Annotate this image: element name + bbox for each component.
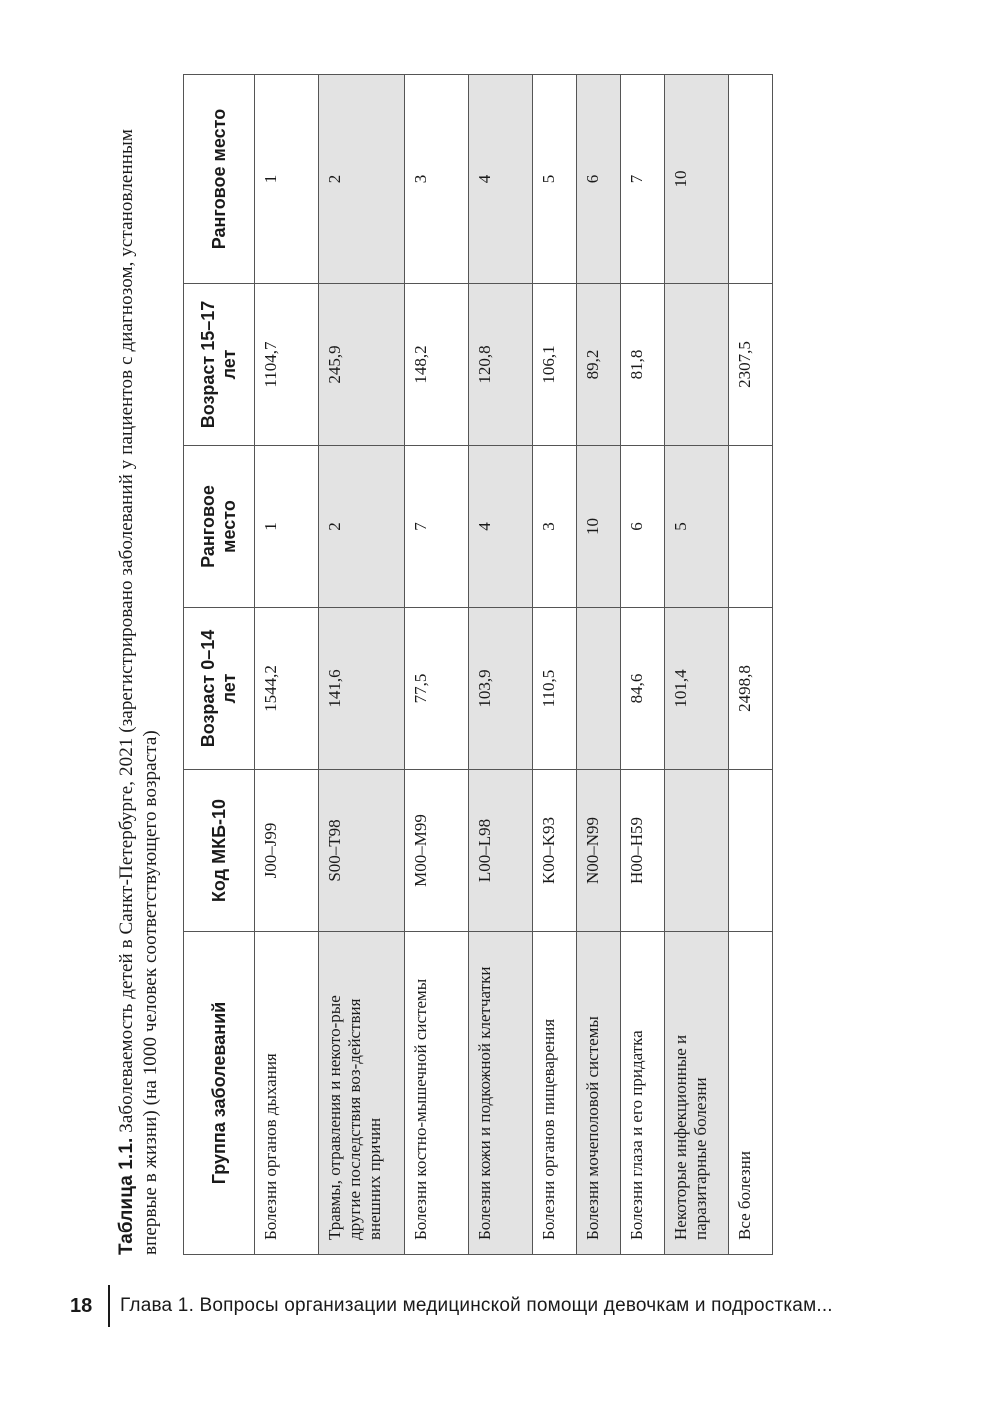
rotated-table-page: [115, 75, 815, 1255]
table-row: [621, 75, 665, 1255]
table-cell: H00–H59: [621, 770, 665, 932]
header-cell: Возраст 15–17 лет: [184, 284, 255, 446]
disease-group-cell: Болезни кожи и подкожной клетчатки: [469, 932, 533, 1255]
table-row: [319, 75, 405, 1255]
table-cell: 4: [469, 75, 533, 284]
disease-group-cell: Некоторые инфекционные и паразитарные болезни: [665, 932, 729, 1255]
table-cell: M00–M99: [405, 770, 469, 932]
table-cell: 1: [255, 446, 319, 608]
disease-group-cell: Болезни органов дыхания: [255, 932, 319, 1255]
table-row: [255, 75, 319, 1255]
table-cell: 120,8: [469, 284, 533, 446]
caption-text: Заболеваемость детей в Санкт-Петербурге, 2021 (зарегистрировано заболеваний у пациентов с диагнозом, установленным впервые в жизни) (на 1000 человек соответствующего возраста): [116, 129, 161, 1255]
table-cell: 3: [533, 446, 577, 608]
table-caption: [115, 75, 163, 1255]
table-cell: 101,4: [665, 608, 729, 770]
table-cell: [665, 284, 729, 446]
table-row: [665, 75, 729, 1255]
disease-group-cell: Болезни глаза и его придатка: [621, 932, 665, 1255]
table-cell: [577, 608, 621, 770]
running-head: Глава 1. Вопросы организации медицинской помощи девочкам и подросткам...: [120, 1295, 833, 1316]
table-cell: [729, 446, 773, 608]
table-cell: 103,9: [469, 608, 533, 770]
table-cell: 5: [533, 75, 577, 284]
header-cell: Код МКБ-10: [184, 770, 255, 932]
table-cell: 10: [577, 446, 621, 608]
table-cell: 1104,7: [255, 284, 319, 446]
disease-group-cell: Болезни костно-мышечной системы: [405, 932, 469, 1255]
table-cell: 77,5: [405, 608, 469, 770]
disease-group-cell: Травмы, отравления и некото-рые другие последствия воз-действия внешних причин: [319, 932, 405, 1255]
table-cell: 6: [621, 446, 665, 608]
table-row: [729, 75, 773, 1255]
table-row: [469, 75, 533, 1255]
table-cell: J00–J99: [255, 770, 319, 932]
table-cell: S00–T98: [319, 770, 405, 932]
table-cell: 89,2: [577, 284, 621, 446]
table-body: [255, 75, 773, 1255]
table-cell: N00–N99: [577, 770, 621, 932]
table-cell: 106,1: [533, 284, 577, 446]
table-cell: 7: [405, 446, 469, 608]
header-cell: Возраст 0–14 лет: [184, 608, 255, 770]
table-cell: 1544,2: [255, 608, 319, 770]
table-cell: 7: [621, 75, 665, 284]
table-row: [533, 75, 577, 1255]
header-cell: Группа заболеваний: [184, 932, 255, 1255]
table-cell: 2: [319, 75, 405, 284]
table-cell: K00–K93: [533, 770, 577, 932]
disease-group-cell: Болезни органов пищеварения: [533, 932, 577, 1255]
disease-group-cell: Болезни мочеполовой системы: [577, 932, 621, 1255]
disease-group-cell: Все болезни: [729, 932, 773, 1255]
table-cell: 5: [665, 446, 729, 608]
table-cell: 141,6: [319, 608, 405, 770]
table-cell: 2: [319, 446, 405, 608]
table-cell: L00–L98: [469, 770, 533, 932]
table-row: [577, 75, 621, 1255]
table-cell: 110,5: [533, 608, 577, 770]
table-cell: 148,2: [405, 284, 469, 446]
table-header-row: [184, 75, 255, 1255]
table-cell: 4: [469, 446, 533, 608]
table-cell: 84,6: [621, 608, 665, 770]
table-cell: 10: [665, 75, 729, 284]
table-cell: 2498,8: [729, 608, 773, 770]
caption-label: Таблица 1.1.: [116, 1137, 137, 1255]
table-row: [405, 75, 469, 1255]
header-cell: Ранговое место: [184, 75, 255, 284]
table-cell: [729, 75, 773, 284]
table-cell: [729, 770, 773, 932]
table-cell: 245,9: [319, 284, 405, 446]
table-cell: 81,8: [621, 284, 665, 446]
table-cell: 1: [255, 75, 319, 284]
page-footer: [0, 1285, 1000, 1330]
header-cell: Ранговое место: [184, 446, 255, 608]
table-cell: 2307,5: [729, 284, 773, 446]
table-cell: 3: [405, 75, 469, 284]
morbidity-table: [183, 74, 773, 1255]
table-cell: 6: [577, 75, 621, 284]
table-cell: [665, 770, 729, 932]
page-number: 18: [70, 1295, 93, 1317]
footer-divider: [108, 1285, 110, 1327]
